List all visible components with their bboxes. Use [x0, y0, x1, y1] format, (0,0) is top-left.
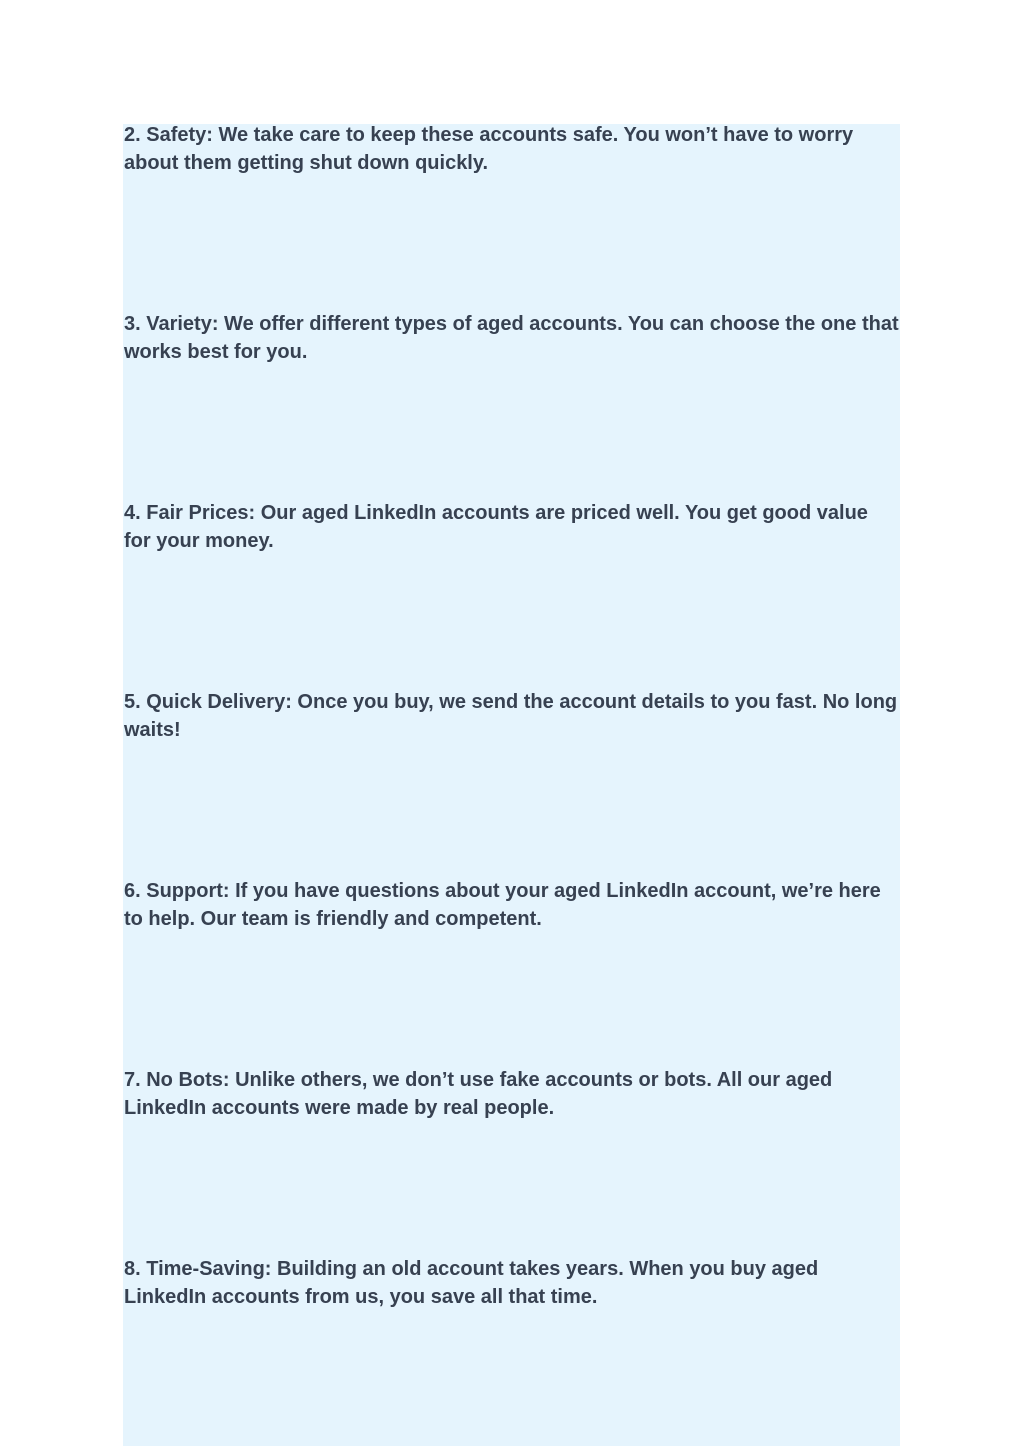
list-item-fair-prices: 4. Fair Prices: Our aged LinkedIn accounts are priced well. You get good value for your money.	[124, 502, 868, 552]
list-item-safety: 2. Safety: We take care to keep these accounts safe. You won’t have to worry about them getting shut down quickly.	[124, 124, 854, 174]
list-item-variety: 3. Variety: We offer different types of aged accounts. You can choose the one that works best for you.	[124, 313, 899, 363]
list-item-support: 6. Support: If you have questions about your aged LinkedIn account, we’re here to help. Our team is friendly and competent.	[124, 880, 881, 930]
list-item-no-bots: 7. No Bots: Unlike others, we don’t use fake accounts or bots. All our aged LinkedIn accounts were made by real people.	[124, 1069, 833, 1119]
list-item-quick-delivery: 5. Quick Delivery: Once you buy, we send the account details to you fast. No long waits!	[124, 691, 898, 741]
list-item-time-saving: 8. Time-Saving: Building an old account takes years. When you buy aged LinkedIn accounts from us, you save all that time.	[124, 1258, 819, 1308]
